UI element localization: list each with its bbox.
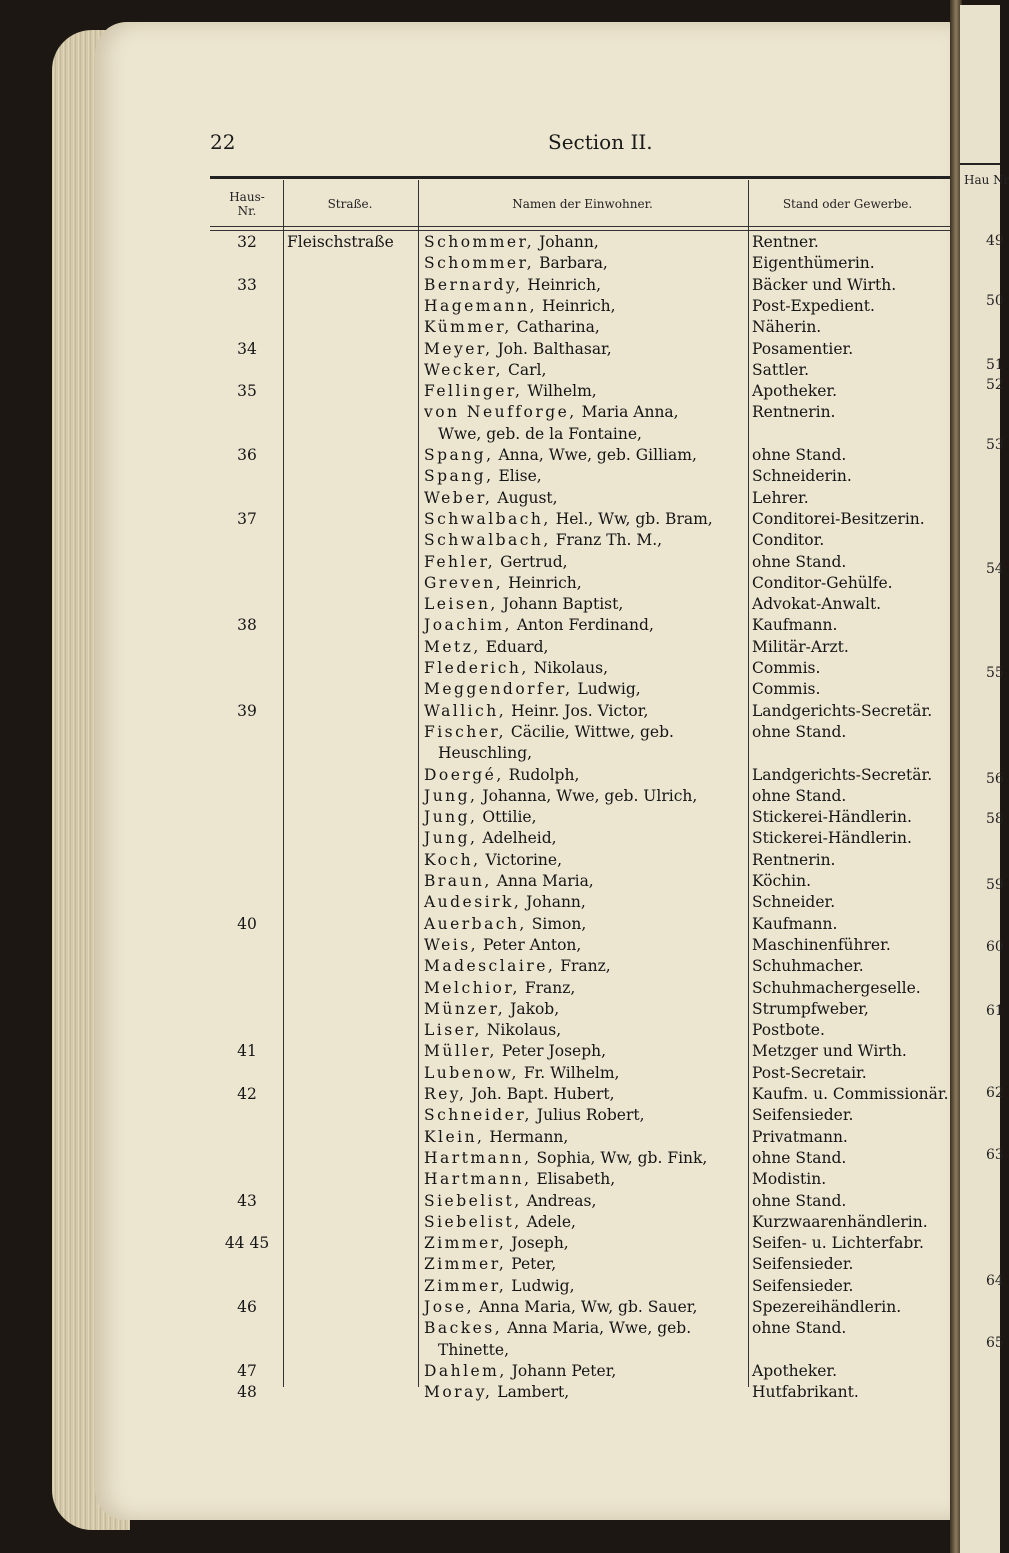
resident-name xyxy=(424,787,697,805)
given-name: Sophia, Ww, gb. Fink, xyxy=(536,1148,708,1167)
resident-name xyxy=(424,893,586,911)
resident-name xyxy=(424,1213,576,1231)
occupation: Rentner. xyxy=(752,233,819,251)
house-number: 40 xyxy=(237,914,257,933)
given-name: Julius Robert, xyxy=(536,1106,645,1125)
given-name: Nikolaus, xyxy=(533,659,608,677)
given-name: Peter, xyxy=(511,1255,557,1274)
surname: Liser, xyxy=(424,1021,482,1040)
given-name: Rudolph, xyxy=(508,765,580,784)
given-name: Nikolaus, xyxy=(486,1021,562,1040)
given-name: August, xyxy=(497,488,558,507)
occupation: Spezereihändlerin. xyxy=(752,1298,902,1316)
resident-name xyxy=(424,254,608,272)
surname: Madesclaire, xyxy=(424,957,556,976)
surname: Moray, xyxy=(424,1383,493,1402)
facing-page-house-number: 55 xyxy=(986,665,1004,681)
occupation: Seifensieder. xyxy=(752,1106,854,1125)
column-divider xyxy=(283,180,284,1387)
occupation: Advokat-Anwalt. xyxy=(752,595,882,614)
given-name: Joh. Balthasar, xyxy=(497,339,612,358)
facing-page-house-number: 51 xyxy=(986,357,1004,373)
resident-name xyxy=(424,467,542,485)
given-name: Carl, xyxy=(508,360,547,379)
resident-name xyxy=(424,702,648,720)
resident-name xyxy=(424,1170,615,1188)
given-name: Hel., Ww, gb. Bram, xyxy=(555,509,713,528)
given-name: Victorine, xyxy=(485,850,563,869)
resident-name xyxy=(424,1128,568,1146)
resident-name xyxy=(424,638,548,656)
house-number: 34 xyxy=(237,339,257,358)
occupation: Militär-Arzt. xyxy=(752,637,849,656)
given-name: Fr. Wilhelm, xyxy=(523,1063,620,1082)
occupation: Kaufmann. xyxy=(752,616,838,635)
occupation: Conditorei-Besitzerin. xyxy=(752,509,925,528)
occupation: Conditor. xyxy=(752,531,825,550)
given-name: Adele, xyxy=(526,1212,576,1231)
house-number: 46 xyxy=(237,1298,257,1316)
occupation: Conditor-Gehülfe. xyxy=(752,573,893,592)
section-title: Section II. xyxy=(548,130,653,154)
occupation: ohne Stand. xyxy=(752,446,847,464)
given-name: Joh. Bapt. Hubert, xyxy=(471,1085,615,1103)
surname: Zimmer, xyxy=(424,1255,507,1274)
house-number: 35 xyxy=(237,382,257,401)
resident-name xyxy=(424,425,642,443)
house-number: 42 xyxy=(237,1085,257,1103)
surname: Joachim, xyxy=(424,616,512,635)
house-number: 38 xyxy=(237,616,257,635)
occupation: Lehrer. xyxy=(752,488,809,507)
resident-name xyxy=(424,361,546,379)
surname: Meyer, xyxy=(424,339,493,358)
surname: Münzer, xyxy=(424,999,506,1018)
occupation: Privatmann. xyxy=(752,1127,848,1146)
table-header-rule xyxy=(210,226,950,227)
given-name: Ottilie, xyxy=(482,808,537,827)
surname: Flederich, xyxy=(424,659,529,677)
house-number: 41 xyxy=(237,1042,257,1061)
facing-page-house-number: 52 xyxy=(986,377,1004,393)
occupation: Schneiderin. xyxy=(752,467,852,486)
facing-page-house-number: 56 xyxy=(986,771,1004,787)
resident-name xyxy=(424,1149,707,1167)
given-name: Peter Joseph, xyxy=(501,1042,607,1061)
house-number: 36 xyxy=(237,446,257,464)
given-name: Heinrich, xyxy=(508,573,582,592)
given-name: Eduard, xyxy=(485,637,549,656)
resident-name xyxy=(424,1255,556,1273)
surname: Hagemann, xyxy=(424,296,538,315)
surname: Schneider, xyxy=(424,1106,532,1125)
resident-name xyxy=(424,1362,616,1380)
given-name: Maria Anna, xyxy=(581,403,679,422)
resident-name xyxy=(424,872,594,890)
surname: Weis, xyxy=(424,935,479,954)
given-name: Elisabeth, xyxy=(536,1170,616,1189)
occupation: Post-Expedient. xyxy=(752,296,875,315)
column-header-street: Straße. xyxy=(327,197,373,211)
resident-name xyxy=(424,680,641,698)
table-top-rule xyxy=(210,176,950,179)
surname: Koch, xyxy=(424,850,481,869)
surname: Schommer, xyxy=(424,233,535,251)
occupation: Seifensieder. xyxy=(752,1255,854,1274)
surname: Schommer, xyxy=(424,254,535,273)
resident-name xyxy=(424,1042,606,1060)
surname: Backes, xyxy=(424,1319,503,1338)
surname: Schwalbach, xyxy=(424,531,551,550)
surname: Spang, xyxy=(424,446,494,464)
facing-page-house-number: 60 xyxy=(986,939,1004,955)
occupation: Köchin. xyxy=(752,872,812,890)
given-name: Heinrich, xyxy=(527,275,602,294)
surname: Wallich, xyxy=(424,701,507,720)
resident-name xyxy=(424,979,575,997)
occupation: Strumpfweber, xyxy=(752,999,869,1018)
table-header-rule-2 xyxy=(210,230,950,231)
column-divider xyxy=(418,180,419,1387)
column-divider xyxy=(748,180,749,1387)
occupation: Schuhmachergeselle. xyxy=(752,978,921,997)
given-name: Peter Anton, xyxy=(483,935,582,954)
given-name: Jakob, xyxy=(510,999,560,1018)
occupation: ohne Stand. xyxy=(752,1148,847,1167)
surname: Doergé, xyxy=(424,765,504,784)
surname: Bernardy, xyxy=(424,275,523,294)
given-name: Anna, Wwe, geb. Gilliam, xyxy=(498,446,697,464)
occupation: Schneider. xyxy=(752,893,836,912)
resident-name xyxy=(424,1277,575,1295)
house-number: 33 xyxy=(237,275,257,294)
resident-name xyxy=(424,531,662,549)
resident-name xyxy=(424,574,582,592)
resident-name xyxy=(424,1192,596,1210)
facing-page-fragment xyxy=(960,5,1009,1553)
surname: Schwalbach, xyxy=(424,509,551,528)
given-name: Thinette, xyxy=(438,1340,509,1359)
facing-page-house-number: 64 xyxy=(986,1273,1004,1289)
surname: Jung, xyxy=(424,829,478,848)
given-name: Cäcilie, Wittwe, geb. xyxy=(510,722,674,741)
surname: Dahlem, xyxy=(424,1361,507,1380)
resident-name xyxy=(424,510,713,528)
occupation: Hutfabrikant. xyxy=(752,1383,859,1402)
resident-name xyxy=(424,1085,615,1103)
facing-page-house-number: 65 xyxy=(986,1335,1004,1351)
given-name: Heinr. Jos. Victor, xyxy=(511,701,649,720)
surname: Lubenow, xyxy=(424,1063,519,1082)
surname: Müller, xyxy=(424,1042,497,1061)
given-name: Johanna, Wwe, geb. Ulrich, xyxy=(482,786,698,805)
resident-name xyxy=(424,297,616,315)
given-name: Heinrich, xyxy=(541,296,616,315)
facing-page-house-number: 50 xyxy=(986,293,1004,309)
resident-name xyxy=(424,957,611,975)
facing-page-header: Hau Nr xyxy=(964,173,1009,187)
given-name: Johann, xyxy=(539,233,599,251)
resident-name xyxy=(424,616,654,634)
surname: Fischer, xyxy=(424,722,506,741)
house-number: 43 xyxy=(237,1191,257,1210)
given-name: Johann, xyxy=(526,893,586,912)
given-name: Andreas, xyxy=(526,1191,597,1210)
street-name: Fleischstraße xyxy=(287,233,394,251)
given-name: Hermann, xyxy=(489,1127,569,1146)
facing-page-house-number: 63 xyxy=(986,1147,1004,1163)
house-number: 44 45 xyxy=(224,1234,270,1253)
surname: Jung, xyxy=(424,808,478,827)
resident-name xyxy=(424,1341,509,1359)
resident-name xyxy=(424,403,679,421)
house-number: 39 xyxy=(237,701,257,720)
occupation: Kurzwaarenhändlerin. xyxy=(752,1212,928,1231)
given-name: Franz, xyxy=(524,978,576,997)
given-name: Catharina, xyxy=(516,318,600,337)
surname: Siebelist, xyxy=(424,1191,522,1210)
occupation: Kaufm. u. Commissionär. xyxy=(752,1085,949,1103)
surname: Auerbach, xyxy=(424,914,527,933)
given-name: Barbara, xyxy=(539,254,608,273)
occupation: Rentnerin. xyxy=(752,403,836,422)
surname: Jung, xyxy=(424,786,478,805)
facing-page-house-number: 49 xyxy=(986,233,1004,249)
resident-name xyxy=(424,851,562,869)
occupation: Näherin. xyxy=(752,318,822,337)
occupation: ohne Stand. xyxy=(752,722,847,741)
resident-name xyxy=(424,1106,645,1124)
surname: Spang, xyxy=(424,467,494,486)
given-name: Simon, xyxy=(531,914,587,933)
occupation: Eigenthümerin. xyxy=(752,254,875,273)
surname: Hartmann, xyxy=(424,1148,532,1167)
surname: Melchior, xyxy=(424,978,520,997)
given-name: Wwe, geb. de la Fontaine, xyxy=(438,424,642,443)
resident-name xyxy=(424,1000,559,1018)
resident-name xyxy=(424,766,579,784)
resident-name xyxy=(424,723,674,741)
surname: Fellinger, xyxy=(424,382,523,401)
occupation: Postbote. xyxy=(752,1021,825,1040)
surname: Kümmer, xyxy=(424,318,512,337)
occupation: Commis. xyxy=(752,680,821,699)
resident-name xyxy=(424,659,608,677)
resident-name xyxy=(424,1234,569,1252)
surname: Leisen, xyxy=(424,595,498,614)
column-header-nr: Haus- Nr. xyxy=(229,190,265,218)
surname: Metz, xyxy=(424,637,481,656)
occupation: Post-Secretair. xyxy=(752,1063,867,1082)
given-name: Ludwig, xyxy=(511,1276,575,1295)
facing-page-rule xyxy=(960,163,1000,165)
surname: Fehler, xyxy=(424,552,496,571)
occupation: Commis. xyxy=(752,659,821,677)
occupation: ohne Stand. xyxy=(752,552,847,571)
given-name: Joseph, xyxy=(511,1234,569,1253)
given-name: Adelheid, xyxy=(482,829,557,848)
house-number: 48 xyxy=(237,1383,257,1402)
given-name: Ludwig, xyxy=(577,680,641,699)
resident-name xyxy=(424,595,623,613)
surname: Klein, xyxy=(424,1127,485,1146)
surname: Meggendorfer, xyxy=(424,680,573,699)
given-name: Anna Maria, Ww, gb. Sauer, xyxy=(478,1298,698,1316)
resident-name xyxy=(424,382,597,400)
occupation: Metzger und Wirth. xyxy=(752,1042,907,1061)
resident-name xyxy=(424,1298,697,1316)
resident-name xyxy=(424,808,537,826)
surname: Weber, xyxy=(424,488,493,507)
given-name: Johann Baptist, xyxy=(502,595,624,614)
column-header-names: Namen der Einwohner. xyxy=(512,197,653,211)
surname: von Neufforge, xyxy=(424,403,577,422)
resident-name xyxy=(424,1319,691,1337)
resident-name xyxy=(424,489,558,507)
surname: Rey, xyxy=(424,1085,467,1103)
facing-page-house-number: 61 xyxy=(986,1003,1004,1019)
given-name: Franz, xyxy=(560,957,611,976)
given-name: Johann Peter, xyxy=(511,1361,617,1380)
surname: Wecker, xyxy=(424,360,504,379)
occupation: Apotheker. xyxy=(752,382,838,401)
occupation: Apotheker. xyxy=(752,1361,838,1380)
given-name: Franz Th. M., xyxy=(555,531,663,550)
occupation: Landgerichts-Secretär. xyxy=(752,701,933,720)
given-name: Anton Ferdinand, xyxy=(516,616,654,635)
resident-name xyxy=(424,915,586,933)
occupation: ohne Stand. xyxy=(752,1191,847,1210)
resident-name xyxy=(424,340,612,358)
given-name: Gertrud, xyxy=(500,552,568,571)
given-name: Lambert, xyxy=(497,1383,570,1402)
surname: Hartmann, xyxy=(424,1170,532,1189)
occupation: Stickerei-Händlerin. xyxy=(752,829,912,848)
resident-name xyxy=(424,1064,619,1082)
page-number: 22 xyxy=(210,130,236,154)
resident-name xyxy=(424,233,599,251)
resident-name xyxy=(424,744,532,762)
house-number: 37 xyxy=(237,509,257,528)
given-name: Wilhelm, xyxy=(527,382,597,401)
given-name: Anna Maria, xyxy=(496,872,594,890)
occupation: ohne Stand. xyxy=(752,1319,847,1338)
surname: Braun, xyxy=(424,872,492,890)
occupation: Maschinenführer. xyxy=(752,935,891,954)
column-header-stand: Stand oder Gewerbe. xyxy=(782,197,913,211)
occupation: Kaufmann. xyxy=(752,914,838,933)
occupation: Landgerichts-Secretär. xyxy=(752,765,933,784)
surname: Zimmer, xyxy=(424,1276,507,1295)
occupation: Modistin. xyxy=(752,1170,827,1189)
occupation: Seifen- u. Lichterfabr. xyxy=(752,1234,924,1253)
given-name: Elise, xyxy=(498,467,542,486)
given-name: Anna Maria, Wwe, geb. xyxy=(507,1319,692,1338)
facing-page-house-number: 53 xyxy=(986,437,1004,453)
facing-page-house-number: 58 xyxy=(986,811,1004,827)
occupation: Rentnerin. xyxy=(752,850,836,869)
surname: Greven, xyxy=(424,573,504,592)
resident-name xyxy=(424,276,601,294)
facing-page-house-number: 62 xyxy=(986,1085,1004,1101)
surname: Zimmer, xyxy=(424,1234,507,1253)
facing-page-house-number: 59 xyxy=(986,877,1004,893)
surname: Audesirk, xyxy=(424,893,522,912)
resident-name xyxy=(424,829,557,847)
occupation: Stickerei-Händlerin. xyxy=(752,808,912,827)
occupation: Sattler. xyxy=(752,360,810,379)
resident-name xyxy=(424,936,581,954)
surname: Siebelist, xyxy=(424,1212,522,1231)
occupation: ohne Stand. xyxy=(752,786,847,805)
facing-page-house-number: 54 xyxy=(986,561,1004,577)
occupation: Seifensieder. xyxy=(752,1276,854,1295)
resident-name xyxy=(424,553,568,571)
occupation: Posamentier. xyxy=(752,339,854,358)
given-name: Heuschling, xyxy=(438,744,533,763)
resident-name xyxy=(424,1383,569,1401)
surname: Jose, xyxy=(424,1298,474,1316)
occupation: Schuhmacher. xyxy=(752,957,864,976)
house-number: 47 xyxy=(237,1361,257,1380)
occupation: Bäcker und Wirth. xyxy=(752,275,897,294)
resident-name xyxy=(424,318,600,336)
resident-name xyxy=(424,1021,561,1039)
house-number: 32 xyxy=(237,233,257,251)
resident-name xyxy=(424,446,697,464)
